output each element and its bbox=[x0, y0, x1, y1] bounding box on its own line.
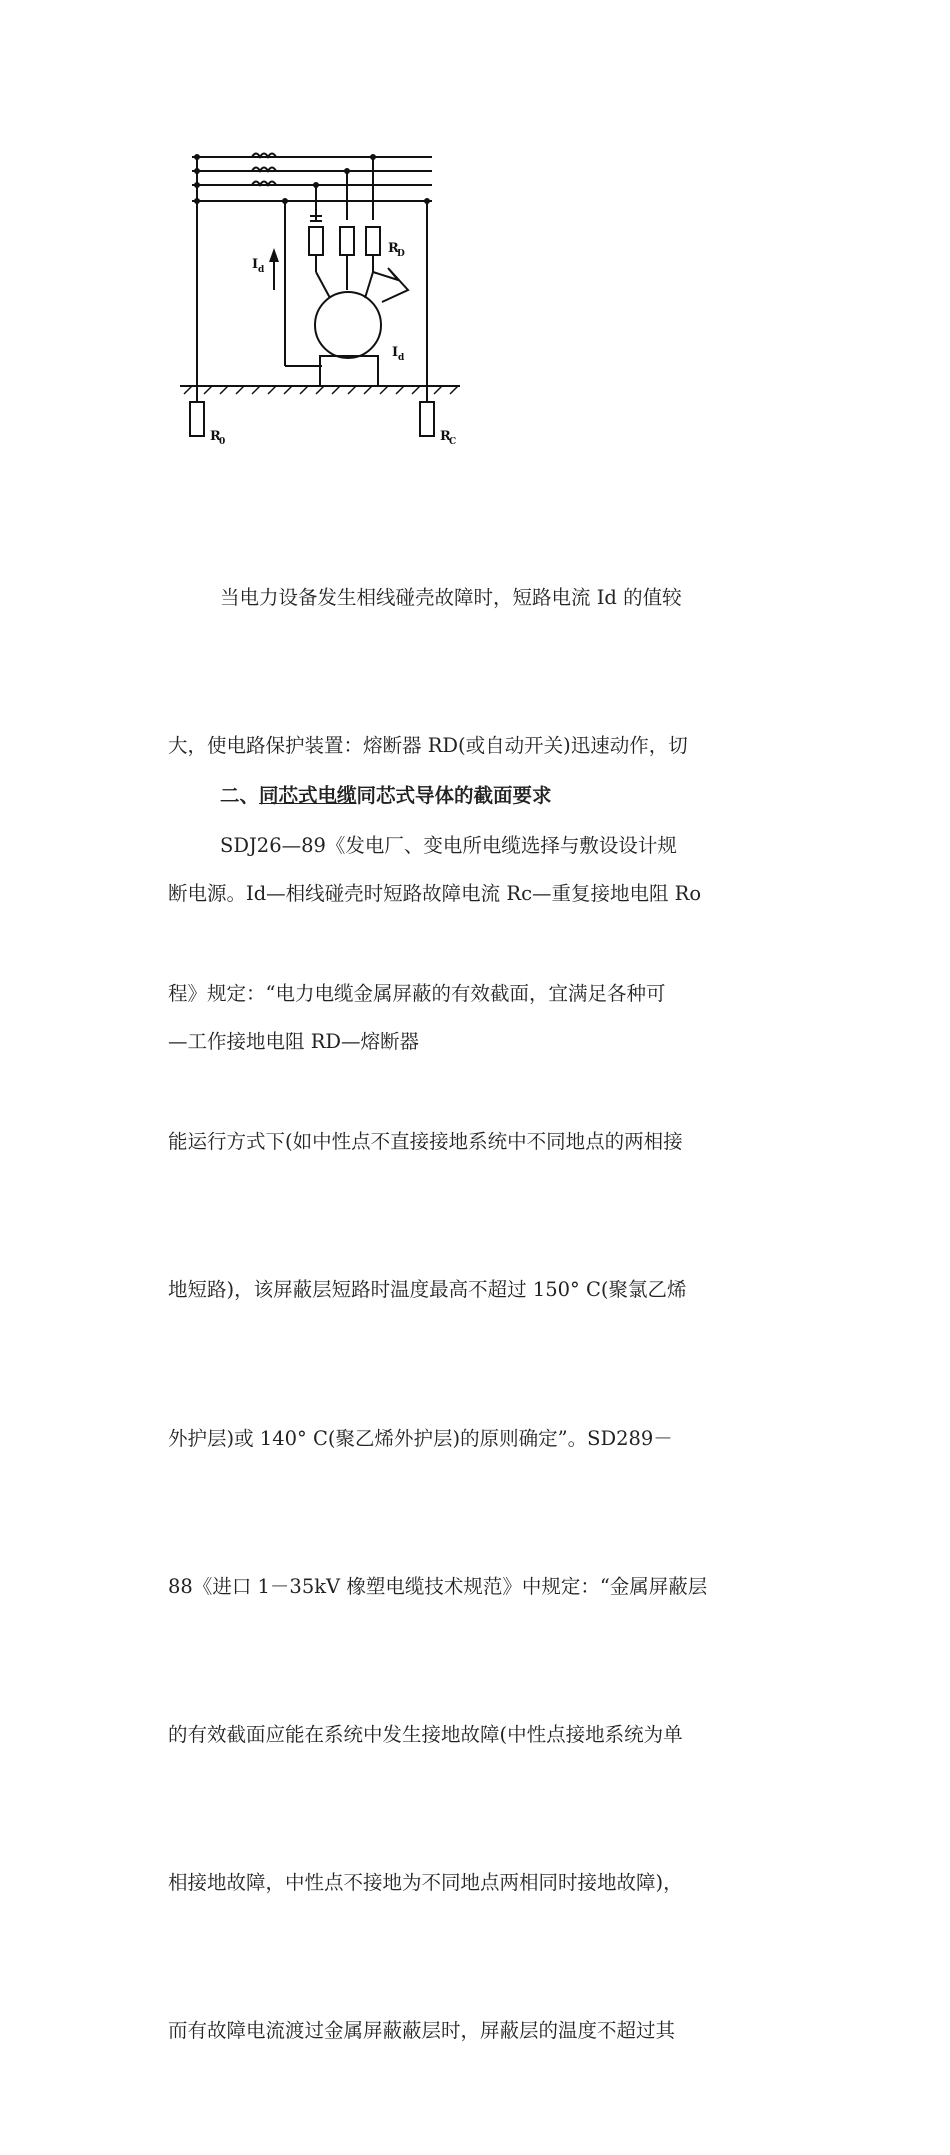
paragraph-line: —工作接地电阻 RD—熔断器 bbox=[168, 1030, 420, 1054]
paragraph-line: 相接地故障，中性点不接地为不同地点两相同时接地故障)， bbox=[168, 1871, 683, 1895]
rc-label: R bbox=[440, 429, 451, 444]
paragraph-line: 地短路)，该屏蔽层短路时温度最高不超过 150° C(聚氯乙烯 bbox=[168, 1278, 687, 1302]
paragraph-line: 程》规定：“电力电缆金属屏蔽的有效截面，宜满足各种可 bbox=[168, 982, 666, 1006]
id-label-right: I bbox=[392, 345, 399, 360]
paragraph-line: 能运行方式下(如中性点不直接接地系统中不同地点的两相接 bbox=[168, 1130, 683, 1154]
concentric-cable-link[interactable]: 同芯式电缆 bbox=[259, 783, 357, 807]
paragraph-line: SDJ26—89《发电厂、变电所电缆选择与敷设设计规 bbox=[220, 833, 677, 857]
paragraph-line: 的有效截面应能在系统中发生接地故障(中性点接地系统为单 bbox=[168, 1723, 683, 1747]
rd-label-sub: D bbox=[397, 249, 405, 259]
paragraph-standards bbox=[168, 722, 768, 2155]
circuit-diagram-svg bbox=[170, 140, 470, 460]
paragraph-line: 而有故障电流渡过金属屏蔽蔽层时，屏蔽层的温度不超过其 bbox=[168, 2019, 676, 2043]
id-label-right-sub: d bbox=[398, 353, 405, 363]
grounding-circuit-diagram bbox=[170, 140, 470, 460]
r0-label-sub: 0 bbox=[219, 437, 226, 447]
rc-label-sub: C bbox=[449, 437, 457, 447]
id-label-left-sub: d bbox=[258, 265, 265, 275]
paragraph-line: 断电源。Id—相线碰壳时短路故障电流 Rc—重复接地电阻 Ro bbox=[168, 882, 702, 906]
paragraph-line: 当电力设备发生相线碰壳故障时，短路电流 Id 的值较 bbox=[220, 585, 682, 609]
heading-suffix: 同芯式导体的截面要求 bbox=[356, 783, 552, 807]
heading-prefix: 二、 bbox=[220, 783, 260, 807]
r0-label: R bbox=[210, 429, 221, 444]
id-label-left: I bbox=[252, 257, 259, 272]
paragraph-line: 大，使电路保护装置：熔断器 RD(或自动开关)迅速动作，切 bbox=[168, 734, 688, 758]
paragraph-line: 外护层)或 140° C(聚乙烯外护层)的原则确定”。SD289－ bbox=[168, 1426, 673, 1450]
paragraph-line: 88《进口 1－35kV 橡塑电缆技术规范》中规定：“金属屏蔽层 bbox=[168, 1574, 708, 1598]
rd-label: R bbox=[388, 241, 399, 256]
